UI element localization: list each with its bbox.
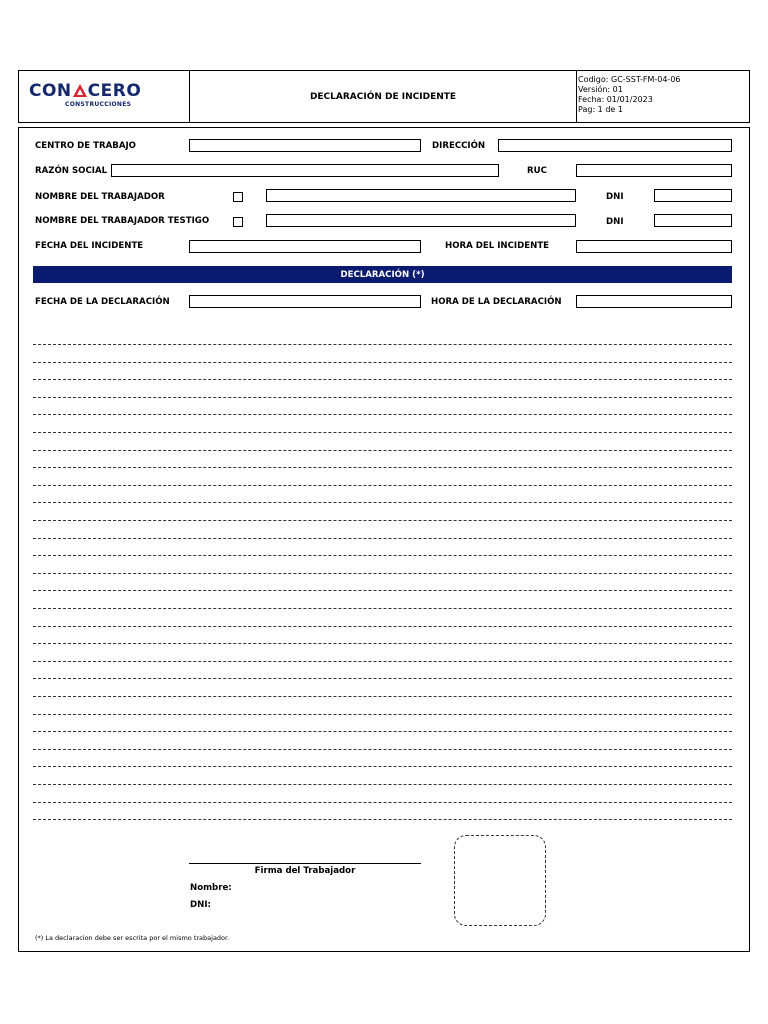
writing-line[interactable] (33, 397, 732, 398)
writing-line[interactable] (33, 538, 732, 539)
label-nombre-trabajador: NOMBRE DEL TRABAJADOR (35, 192, 165, 202)
label-hora-declaracion: HORA DE LA DECLARACIÓN (431, 297, 562, 307)
dni-trabajador-field[interactable] (654, 189, 732, 202)
trabajador-checkbox[interactable] (233, 192, 243, 202)
writing-line[interactable] (33, 643, 732, 644)
writing-line[interactable] (33, 678, 732, 679)
label-razon-social: RAZÓN SOCIAL (35, 166, 108, 176)
hora-declaracion-field[interactable] (576, 295, 732, 308)
writing-line[interactable] (33, 555, 732, 556)
dni-testigo-field[interactable] (654, 214, 732, 227)
signature-dni-label: DNI: (190, 900, 211, 910)
label-centro-trabajo: CENTRO DE TRABAJO (35, 141, 136, 151)
writing-line[interactable] (33, 502, 732, 503)
label-fecha-declaracion: FECHA DE LA DECLARACIÓN (35, 297, 170, 307)
logo-triangle-icon (73, 84, 87, 97)
footnote: (*) La declaracion debe ser escrita por el mismo trabajador. (35, 934, 230, 942)
meta-pagina: Pag: 1 de 1 (578, 105, 623, 114)
writing-line[interactable] (33, 714, 732, 715)
writing-line[interactable] (33, 432, 732, 433)
meta-fecha: Fecha: 01/01/2023 (578, 95, 653, 104)
writing-line[interactable] (33, 485, 732, 486)
label-fecha-incidente: FECHA DEL INCIDENTE (35, 241, 144, 251)
document-header (18, 70, 750, 123)
centro-trabajo-field[interactable] (189, 139, 421, 152)
writing-line[interactable] (33, 414, 732, 415)
meta-version: Versión: 01 (578, 85, 623, 94)
writing-line[interactable] (33, 802, 732, 803)
label-dni-trabajador: DNI (606, 192, 624, 202)
document-title: DECLARACIÓN DE INCIDENTE (190, 71, 577, 122)
fecha-incidente-field[interactable] (189, 240, 421, 253)
writing-line[interactable] (33, 696, 732, 697)
fingerprint-box[interactable] (454, 835, 546, 926)
writing-line[interactable] (33, 379, 732, 380)
nombre-trabajador-field[interactable] (266, 189, 576, 202)
document-meta (578, 75, 748, 115)
writing-line[interactable] (33, 467, 732, 468)
meta-codigo: Codigo: GC-SST-FM-04-06 (578, 75, 681, 84)
writing-line[interactable] (33, 608, 732, 609)
label-direccion: DIRECCIÓN (432, 141, 486, 151)
ruc-field[interactable] (576, 164, 732, 177)
signature-nombre-label: Nombre: (190, 883, 232, 893)
razon-social-field[interactable] (111, 164, 499, 177)
writing-line[interactable] (33, 590, 732, 591)
writing-line[interactable] (33, 661, 732, 662)
label-hora-incidente: HORA DEL INCIDENTE (445, 241, 550, 251)
company-logo: CON CERO (29, 81, 142, 101)
writing-line[interactable] (33, 573, 732, 574)
declaracion-banner: DECLARACIÓN (*) (33, 266, 732, 283)
signature-line[interactable] (189, 863, 421, 864)
writing-line[interactable] (33, 749, 732, 750)
writing-line[interactable] (33, 731, 732, 732)
hora-incidente-field[interactable] (576, 240, 732, 253)
label-dni-testigo: DNI (606, 217, 624, 227)
writing-line[interactable] (33, 766, 732, 767)
fecha-declaracion-field[interactable] (189, 295, 421, 308)
signature-title: Firma del Trabajador (254, 866, 356, 876)
label-ruc: RUC (527, 166, 547, 176)
writing-line[interactable] (33, 520, 732, 521)
testigo-checkbox[interactable] (233, 217, 243, 227)
writing-line[interactable] (33, 362, 732, 363)
writing-line[interactable] (33, 819, 732, 820)
direccion-field[interactable] (498, 139, 732, 152)
writing-line[interactable] (33, 344, 732, 345)
label-nombre-testigo: NOMBRE DEL TRABAJADOR TESTIGO (35, 216, 210, 226)
nombre-testigo-field[interactable] (266, 214, 576, 227)
logo-subtitle: CONSTRUCCIONES (65, 101, 132, 108)
writing-line[interactable] (33, 784, 732, 785)
logo-cell (19, 71, 190, 122)
writing-line[interactable] (33, 450, 732, 451)
writing-line[interactable] (33, 626, 732, 627)
